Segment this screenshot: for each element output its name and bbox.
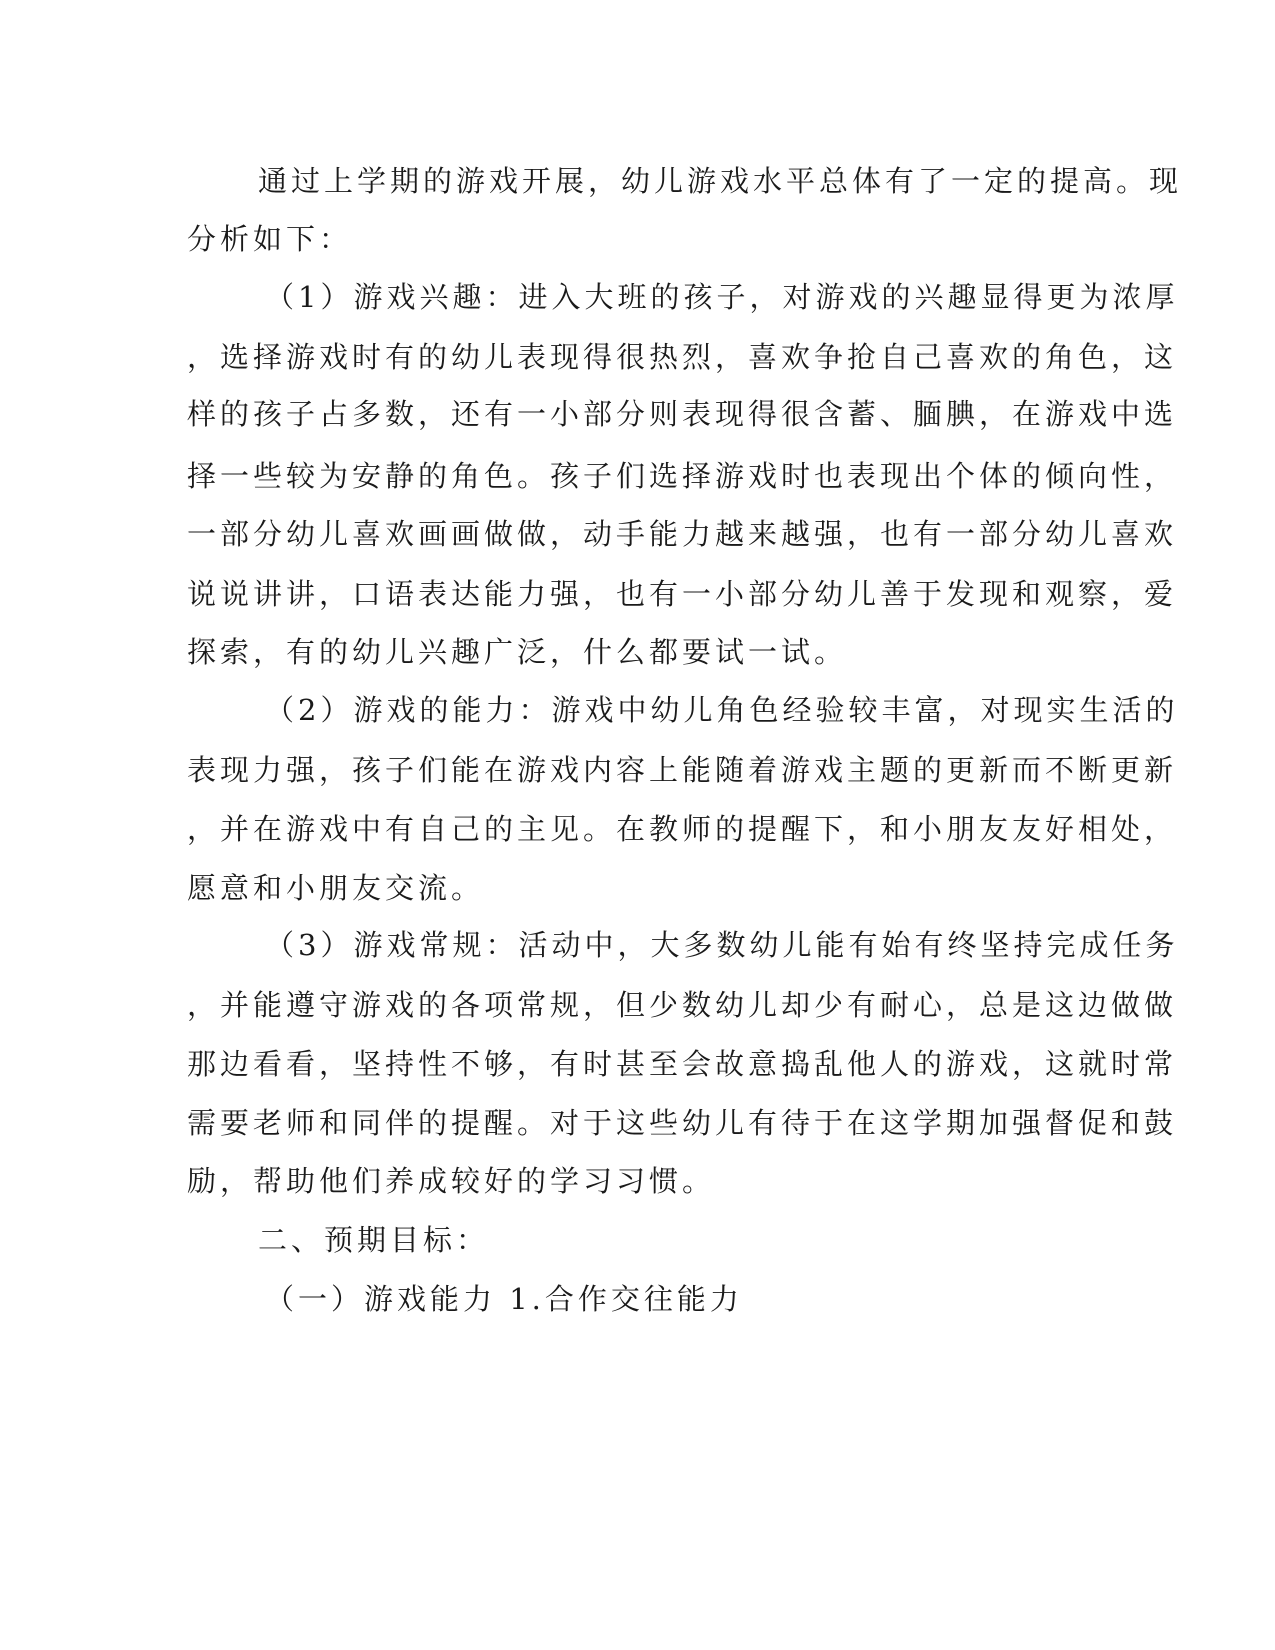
text-line: 励，帮助他们养成较好的学习习惯。	[187, 1164, 716, 1198]
subsection-heading: （一）游戏能力 1.合作交往能力	[265, 1282, 743, 1316]
text-line: 愿意和小朋友交流。	[187, 871, 485, 905]
text-line: 分析如下：	[187, 222, 353, 256]
text-line: 样的孩子占多数，还有一小部分则表现得很含蓄、腼腆，在游戏中选	[187, 397, 1178, 431]
text-line: ，并在游戏中有自己的主见。在教师的提醒下，和小朋友友好相处，	[187, 812, 1178, 846]
text-line: 一部分幼儿喜欢画画做做，动手能力越来越强，也有一部分幼儿喜欢	[187, 517, 1178, 551]
text-line: 探索，有的幼儿兴趣广泛，什么都要试一试。	[187, 635, 848, 669]
text-line: 表现力强，孩子们能在游戏内容上能随着游戏主题的更新而不断更新	[187, 753, 1178, 787]
text-line: （2）游戏的能力：游戏中幼儿角色经验较丰富，对现实生活的	[265, 693, 1179, 727]
text-line: （3）游戏常规：活动中，大多数幼儿能有始有终坚持完成任务	[265, 928, 1179, 962]
text-line: 那边看看，坚持性不够，有时甚至会故意捣乱他人的游戏，这就时常	[187, 1047, 1178, 1081]
text-line: 需要老师和同伴的提醒。对于这些幼儿有待于在这学期加强督促和鼓	[187, 1106, 1178, 1140]
text-line: 通过上学期的游戏开展，幼儿游戏水平总体有了一定的提高。现	[258, 164, 1183, 198]
text-line: ，并能遵守游戏的各项常规，但少数幼儿却少有耐心，总是这边做做	[187, 988, 1178, 1022]
section-heading: 二、预期目标：	[258, 1223, 490, 1257]
text-line: 说说讲讲，口语表达能力强，也有一小部分幼儿善于发现和观察，爱	[187, 577, 1178, 611]
text-line: （1）游戏兴趣：进入大班的孩子，对游戏的兴趣显得更为浓厚	[265, 280, 1179, 314]
text-line: ，选择游戏时有的幼儿表现得很热烈，喜欢争抢自己喜欢的角色，这	[187, 340, 1178, 374]
text-line: 择一些较为安静的角色。孩子们选择游戏时也表现出个体的倾向性，	[187, 459, 1178, 493]
